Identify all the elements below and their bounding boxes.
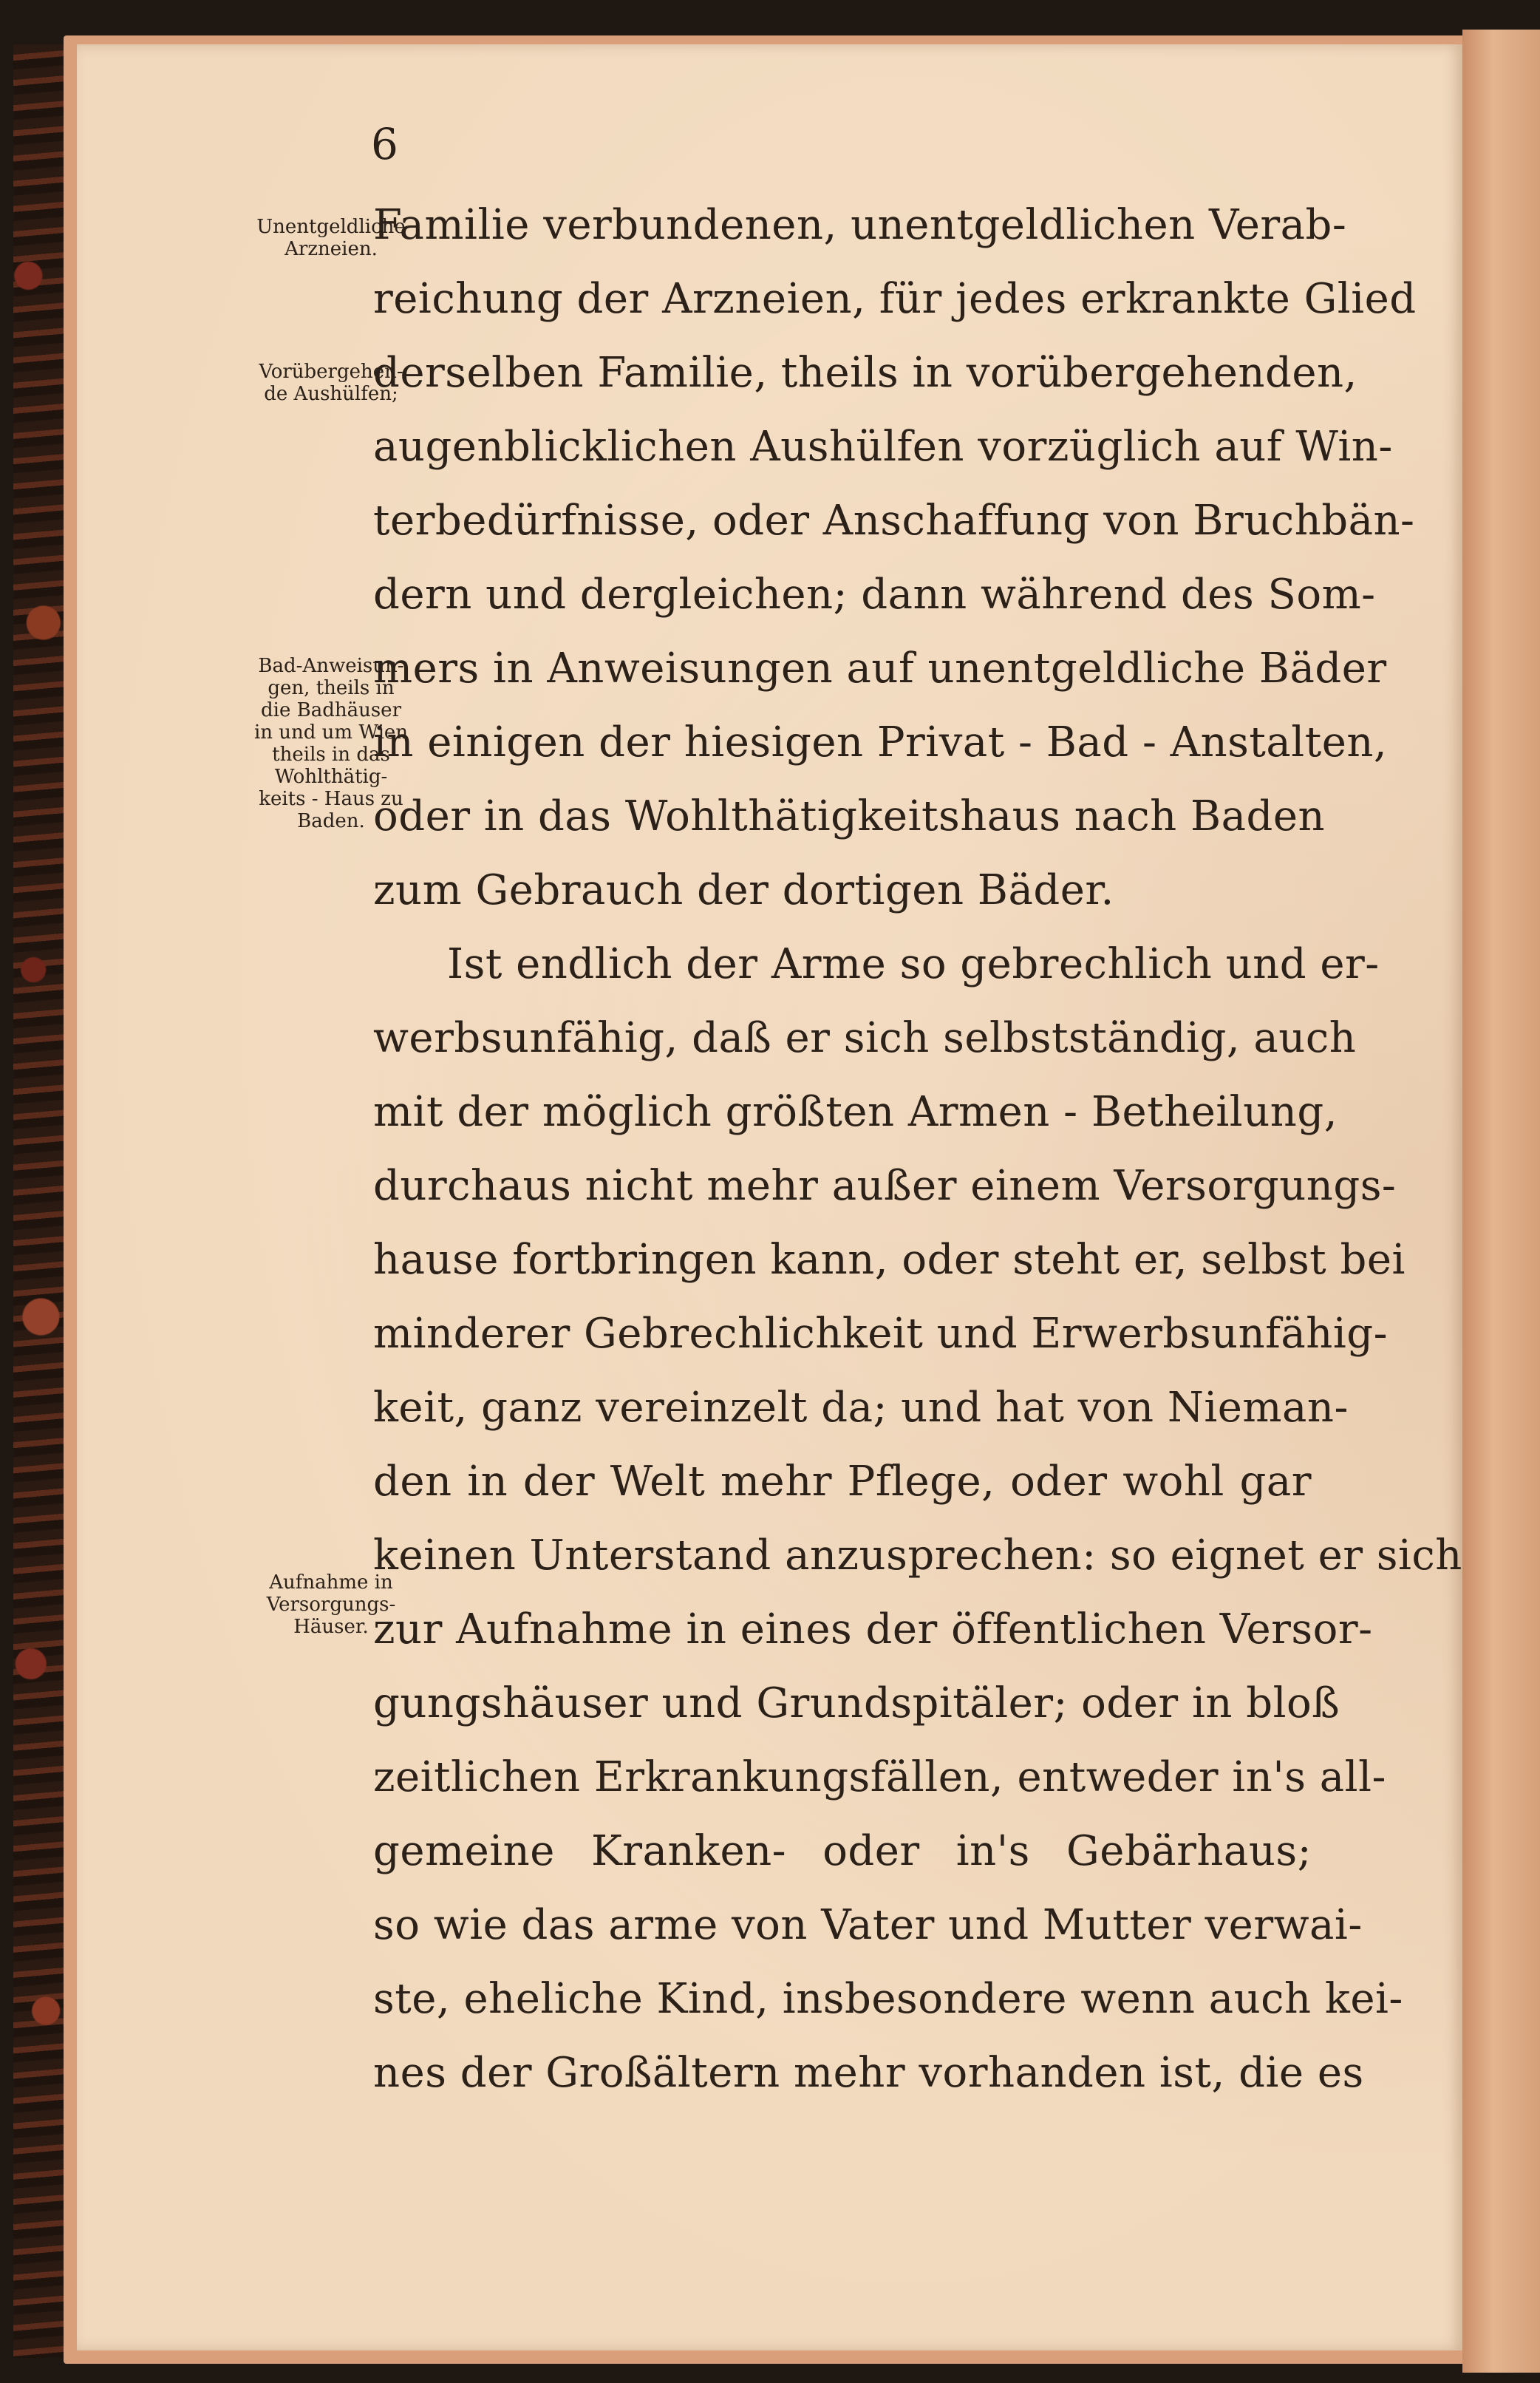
margin-note-line: theils in das [272, 744, 390, 766]
marbled-binding [13, 44, 64, 2358]
text-line: so wie das arme von Vater und Mutter verwai- [373, 1901, 1363, 1949]
text-line: reichung der Arzneien, für jedes erkrankte Glied [373, 275, 1417, 323]
text-line: ste, eheliche Kind, insbesondere wenn auch kei- [373, 1975, 1403, 2023]
text-line: hause fortbringen kann, oder steht er, selbst bei [373, 1236, 1406, 1284]
body-text [373, 188, 1462, 2110]
margin-note-line: Wohlthätig- [274, 766, 388, 788]
right-page-edge [1462, 30, 1540, 2373]
text-line: zum Gebrauch der dortigen Bäder. [373, 866, 1114, 914]
text-line: werbsunfähig, daß er sich selbstständig, auch [373, 1014, 1357, 1062]
text-line: keit, ganz vereinzelt da; und hat von Nieman- [373, 1384, 1349, 1432]
text-line: den in der Welt mehr Pflege, oder wohl gar [373, 1458, 1312, 1506]
margin-note-line: Bad-Anweisun- [258, 655, 404, 677]
text-line: oder in das Wohlthätigkeitshaus nach Baden [373, 792, 1326, 840]
margin-note-line: Häuser. [293, 1616, 369, 1638]
margin-note-line: Unentgeldliche [256, 216, 406, 238]
margin-note-line: gen, theils in [268, 677, 395, 699]
margin-note-line: Vorübergehen- [259, 361, 403, 383]
margin-note-line: Aufnahme in [269, 1571, 393, 1594]
margin-note-line: die Badhäuser [260, 699, 401, 721]
text-line: gemeine Kranken- oder in's Gebärhaus; [373, 1827, 1312, 1875]
text-line: gungshäuser und Grundspitäler; oder in bloß [373, 1679, 1340, 1727]
text-line: durchaus nicht mehr außer einem Versorgungs- [373, 1162, 1397, 1210]
text-line: zeitlichen Erkrankungsfällen, entweder in's all- [373, 1753, 1386, 1801]
text-line: mers in Anweisungen auf unentgeldliche Bäder [373, 645, 1387, 693]
text-line: terbedürfnisse, oder Anschaffung von Bruchbän- [373, 497, 1415, 545]
text-line: dern und dergleichen; dann während des Som- [373, 571, 1376, 619]
margin-note-line: in und um Wien [253, 721, 409, 744]
text-line: Familie verbundenen, unentgeldlichen Verab- [373, 201, 1347, 249]
page-number: 6 [371, 119, 398, 169]
margin-note-line: Baden. [297, 810, 365, 832]
text-line: mit der möglich größten Armen - Betheilung, [373, 1088, 1338, 1136]
text-line: keinen Unterstand anzusprechen: so eignet er sich [373, 1532, 1462, 1580]
text-line: in einigen der hiesigen Privat - Bad - Anstalten, [373, 718, 1388, 766]
margin-note-line: keits - Haus zu [259, 788, 403, 810]
margin-note-line: Arzneien. [285, 238, 378, 260]
text-line: derselben Familie, theils in vorübergehenden, [373, 349, 1357, 397]
text-line: nes der Großältern mehr vorhanden ist, die es [373, 2049, 1364, 2097]
text-line: augenblicklichen Aushülfen vorzüglich auf Win- [373, 423, 1393, 471]
text-line: Ist endlich der Arme so gebrechlich und er- [447, 940, 1380, 988]
text-line: zur Aufnahme in eines der öffentlichen Versor- [373, 1605, 1373, 1653]
text-line: minderer Gebrechlichkeit und Erwerbsunfähig- [373, 1310, 1388, 1358]
margin-note-line: Versorgungs- [266, 1594, 396, 1616]
margin-note-line: de Aushülfen; [264, 383, 398, 405]
